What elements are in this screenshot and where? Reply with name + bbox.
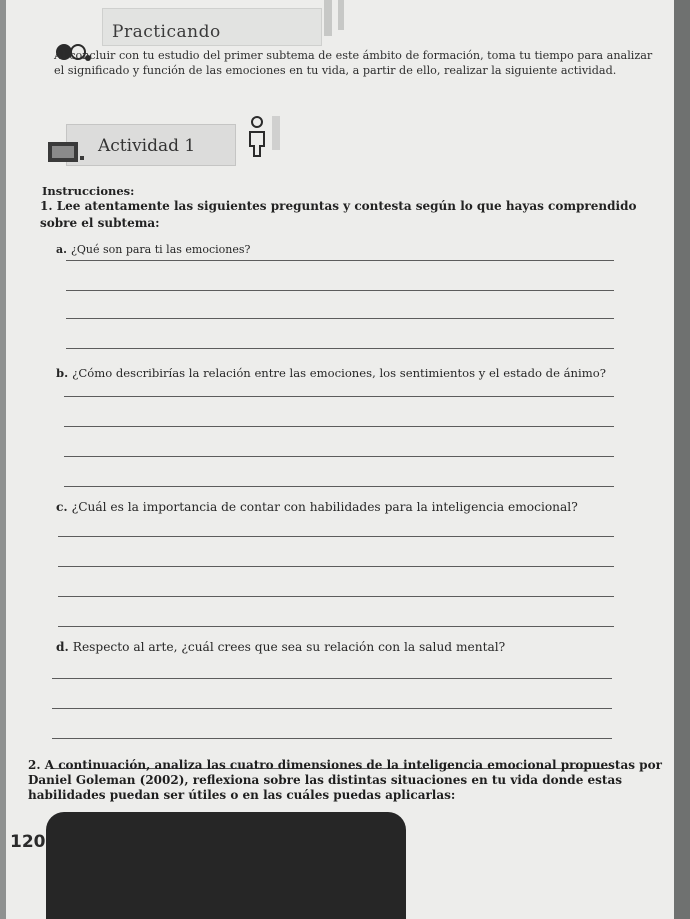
answer-line[interactable] — [64, 486, 614, 487]
answer-line[interactable] — [52, 738, 612, 739]
answer-line[interactable] — [66, 348, 614, 349]
answer-line[interactable] — [58, 536, 614, 537]
person-icon — [246, 116, 268, 158]
item-letter: c. — [56, 500, 68, 514]
item-text: Respecto al arte, ¿cuál crees que sea su relación con la salud mental? — [72, 640, 506, 654]
question-b — [56, 366, 606, 380]
answer-line[interactable] — [58, 596, 614, 597]
page-edge — [674, 0, 690, 919]
answer-line[interactable] — [66, 260, 614, 261]
item-text: ¿Cuál es la importancia de contar con habilidades para la inteligencia emocional? — [71, 500, 578, 514]
activity-title: Actividad 1 — [98, 136, 196, 156]
question-2-text: 2. A continuación, analiza las cuatro dimensiones de la inteligencia emocional propuestas por Daniel Goleman (2002), reflexiona sobre las distintas situaciones en tu vida donde estas habilidades puedan ser útiles o en las cuáles puedas aplicarlas: — [28, 758, 662, 802]
instructions-label: Instrucciones: — [42, 184, 135, 198]
answer-line[interactable] — [64, 426, 614, 427]
item-text: ¿Cómo describirías la relación entre las emociones, los sentimientos y el estado de ánimo? — [72, 366, 606, 380]
item-letter: a. — [56, 243, 67, 256]
answer-line[interactable] — [58, 626, 614, 627]
answer-line[interactable] — [66, 318, 614, 319]
answer-line[interactable] — [64, 456, 614, 457]
item-letter: d. — [56, 640, 69, 654]
book-icon — [46, 138, 86, 168]
item-text: ¿Qué son para ti las emociones? — [70, 243, 251, 256]
worksheet-page — [6, 0, 674, 919]
item-letter: b. — [56, 366, 69, 380]
section-title: Practicando — [112, 22, 221, 42]
question-a — [56, 243, 250, 256]
activity-decoration — [272, 116, 280, 150]
header-decoration — [324, 0, 332, 36]
question-d — [56, 640, 505, 654]
answer-line[interactable] — [64, 396, 614, 397]
intro-text: Al concluir con tu estudio del primer subtema de este ámbito de formación, toma tu tiempo para analizar el significado y función de las emociones en tu vida, a partir de ello, realizar la siguiente actividad. — [54, 49, 653, 77]
hand-shadow — [46, 812, 406, 919]
question-c — [56, 500, 578, 514]
question-1-text: 1. Lee atentamente las siguientes preguntas y contesta según lo que hayas comprendido sobre el subtema: — [40, 199, 637, 230]
answer-line[interactable] — [52, 678, 612, 679]
page-number: 120 — [10, 832, 46, 852]
header-decoration — [338, 0, 344, 30]
answer-line[interactable] — [52, 708, 612, 709]
answer-line[interactable] — [58, 566, 614, 567]
answer-line[interactable] — [66, 290, 614, 291]
